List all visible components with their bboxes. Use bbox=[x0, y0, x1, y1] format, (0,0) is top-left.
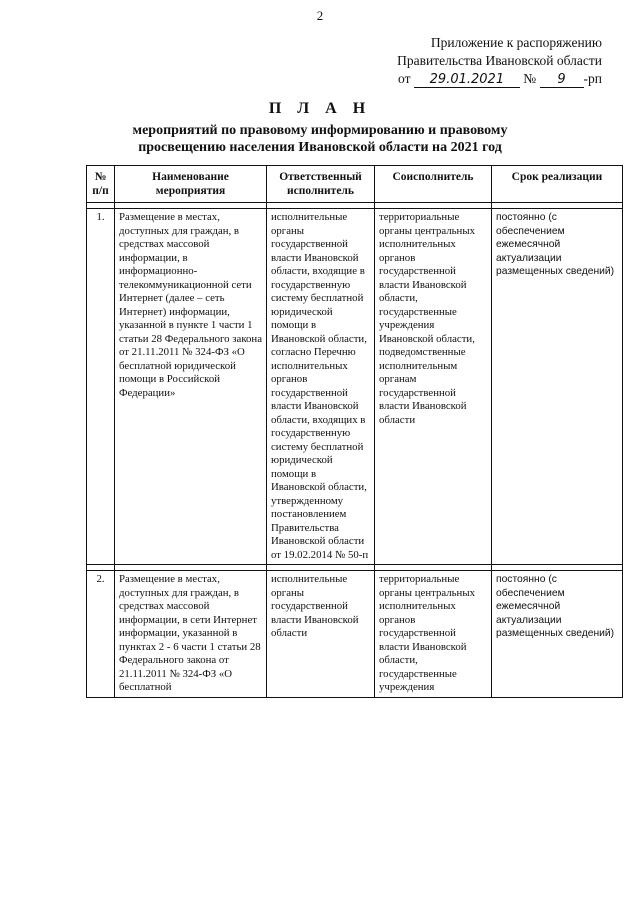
row-deadline: постоянно (с обеспечением ежемесячной актуализации размещенных сведений) bbox=[492, 209, 623, 565]
handwritten-number: 9 bbox=[540, 73, 584, 88]
row-co-executor: территориальные органы центральных исполнительных органов государственной власти Ивановской области, государственные учреждения Ивановской области, подведомственные исполнительным органам государственной власти Ивановской области bbox=[375, 209, 492, 565]
appendix-line-2: Правительства Ивановской области bbox=[397, 53, 602, 68]
header-num: № п/п bbox=[87, 166, 115, 203]
header-co-executor: Соисполнитель bbox=[375, 166, 492, 203]
row-deadline: постоянно (с обеспечением ежемесячной актуализации размещенных сведений) bbox=[492, 571, 623, 698]
appendix-block bbox=[342, 34, 602, 88]
handwritten-date: 29.01.2021 bbox=[414, 73, 520, 88]
plan-table bbox=[86, 165, 623, 698]
plan-subtitle-line-1: мероприятий по правовому информированию и правовому bbox=[132, 123, 508, 138]
row-name: Размещение в местах, доступных для граждан, в средствах массовой информации, в информационно-телекоммуникационной сети Интернет (далее – сеть Интернет) информации, указанной в пункте 1 части 1 статьи 28 Федерального закона от 21.11.2011 № 324-ФЗ «О бесплатной юридической помощи в Российской Федерации» bbox=[115, 209, 267, 565]
header-deadline: Срок реализации bbox=[492, 166, 623, 203]
header-responsible: Ответственный исполнитель bbox=[267, 166, 375, 203]
row-co-executor: территориальные органы центральных исполнительных органов государственной власти Ивановской области, государственные учреждения bbox=[375, 571, 492, 698]
row-responsible: исполнительные органы государственной власти Ивановской области, входящие в государственную систему бесплатной юридической помощи в Ивановской области, согласно Перечню исполнительных органов государственной власти Ивановской области, входящих в государственную систему бесплатной юридической помощи в Ивановской области, утвержденному постановлением Правительства Ивановской области от 19.02.2014 № 50-п bbox=[267, 209, 375, 565]
plan-subtitle-line-2: просвещению населения Ивановской области на 2021 год bbox=[138, 140, 502, 155]
row-name: Размещение в местах, доступных для граждан, в средствах массовой информации, в сети Интернет информации, указанной в пунктах 2 - 6 части 1 статьи 28 Федерального закона от 21.11.2011 № 324-ФЗ «О бесплатной bbox=[115, 571, 267, 698]
table-header-row bbox=[87, 166, 623, 203]
plan-title-block bbox=[0, 100, 640, 156]
page-number: 2 bbox=[316, 8, 324, 23]
appendix-line-1: Приложение к распоряжению bbox=[430, 35, 602, 50]
plan-table-wrapper bbox=[86, 165, 622, 698]
row-responsible: исполнительные органы государственной власти Ивановской области bbox=[267, 571, 375, 698]
number-label: № bbox=[523, 71, 537, 86]
row-num: 2. bbox=[87, 571, 115, 698]
header-name: Наименование мероприятия bbox=[115, 166, 267, 203]
appendix-line-3 bbox=[342, 70, 602, 88]
from-label: от bbox=[398, 71, 411, 86]
row-num: 1. bbox=[87, 209, 115, 565]
plan-heading: П Л А Н bbox=[268, 100, 372, 117]
table-row bbox=[87, 571, 623, 698]
table-row bbox=[87, 209, 623, 565]
number-suffix: -рп bbox=[583, 71, 602, 86]
